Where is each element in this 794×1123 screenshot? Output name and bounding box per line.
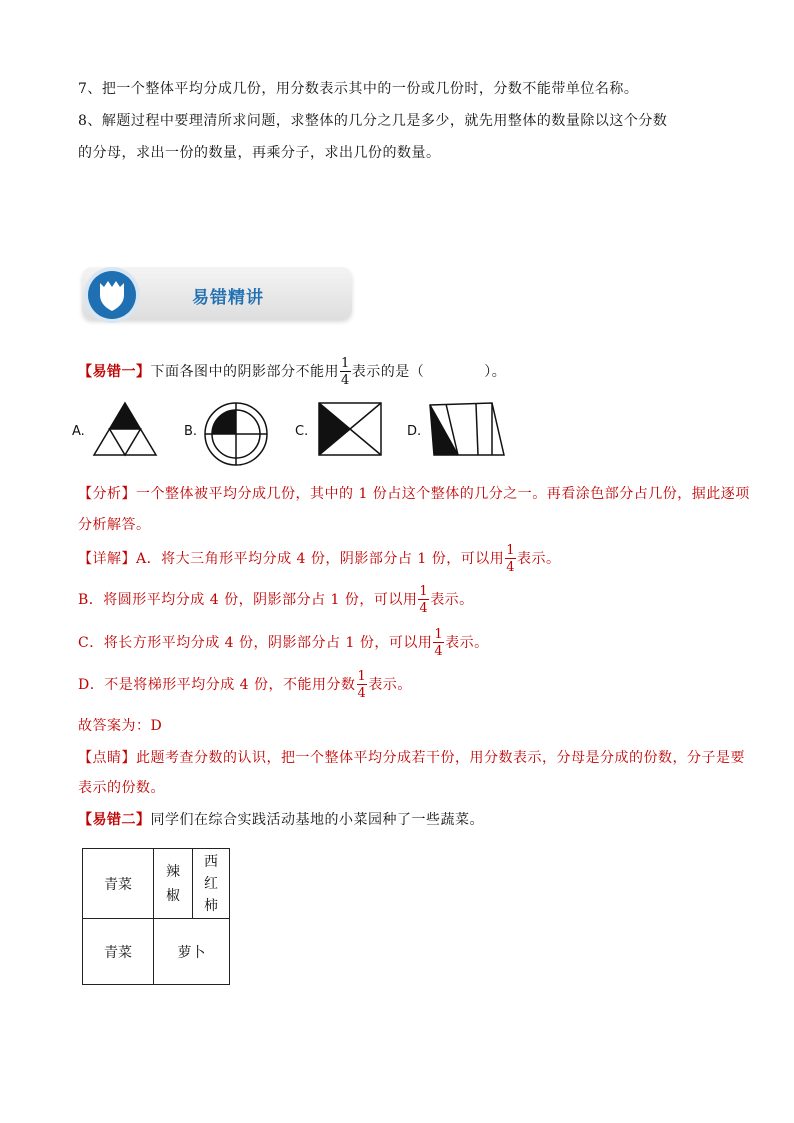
q1-tag: 【易错一】 (78, 364, 151, 380)
detail-c: C．将长方形平均分成 4 份，阴影部分占 1 份，可以用 $\frac{1}{4}$ 表示。 (78, 627, 489, 659)
analysis-line2: 分析解答。 (78, 517, 151, 533)
detail-d: D．不是将梯形平均分成 4 份，不能用分数 $\frac{1}{4}$ 表示。 (78, 669, 412, 701)
q1-stem-end: ）。 (484, 364, 507, 380)
fraction-one-quarter: $\frac{1}{4}$ (341, 356, 350, 388)
fraction-one-quarter: $\frac{1}{4}$ (357, 669, 367, 701)
note-8-line1: 8、解题过程中要理清所求问题，求整体的几分之几是多少，就先用整体的数量除以这个分数 (78, 113, 668, 129)
q1-stem (78, 357, 506, 387)
fraction-one-quarter: $\frac{1}{4}$ (434, 627, 444, 659)
note-8-line2: 的分母，求出一份的数量，再乘分子，求出几份的数量。 (78, 145, 441, 161)
fraction-one-quarter: $\frac{1}{4}$ (506, 543, 516, 575)
fraction-one-quarter: $\frac{1}{4}$ (419, 584, 429, 616)
shield-icon (82, 261, 148, 333)
option-a-triangle (92, 401, 158, 457)
section-title: 易错精讲 (192, 288, 264, 308)
detail-tag: 【详解】 (78, 551, 136, 567)
option-b-label: B. (184, 424, 198, 439)
cell-top-left: 青菜 (83, 849, 154, 919)
option-d-trapezoid (428, 401, 506, 457)
q2-stem: 【易错二】同学们在综合实践活动基地的小菜园种了一些蔬菜。 (78, 812, 484, 828)
detail-a: 【详解】A．将大三角形平均分成 4 份，阴影部分占 1 份，可以用 $\frac{1}{4}$ 表示。 (78, 543, 561, 575)
analysis-line1: 【分析】一个整体被平均分成几份，其中的 1 份占这个整体的几分之一。再看涂色部分占几份，据此逐项 (78, 486, 750, 502)
answer: 故答案为：D (78, 718, 163, 734)
option-c-label: C. (295, 424, 309, 439)
q1-stem-after: 表示的是（ (351, 364, 425, 380)
comment-line1: 【点睛】此题考查分数的认识，把一个整体平均分成若干份，用分数表示，分母是分成的份数，分子是要 (78, 750, 745, 766)
comment-tag: 【点睛】 (78, 750, 136, 766)
analysis-tag: 【分析】 (78, 486, 136, 502)
garden-plot-table (82, 848, 230, 985)
q1-stem-before: 下面各图中的阴影部分不能用 (150, 364, 339, 380)
cell-pepper: 辣 椒 (154, 849, 193, 919)
cell-bottom-left: 青菜 (83, 919, 154, 985)
detail-b: B．将圆形平均分成 4 份，阴影部分占 1 份，可以用 $\frac{1}{4}$ 表示。 (78, 584, 474, 616)
option-d-label: D. (407, 424, 422, 439)
q2-tag: 【易错二】 (78, 812, 151, 828)
option-a-label: A. (72, 424, 85, 439)
cell-radish: 萝卜 (154, 919, 230, 985)
note-7: 7、把一个整体平均分成几份，用分数表示其中的一份或几份时，分数不能带单位名称。 (78, 81, 639, 97)
comment-line2: 表示的份数。 (78, 780, 165, 796)
option-b-circle (203, 401, 269, 467)
option-c-rectangle (318, 401, 382, 457)
cell-tomato: 西 红 柿 (193, 849, 230, 919)
